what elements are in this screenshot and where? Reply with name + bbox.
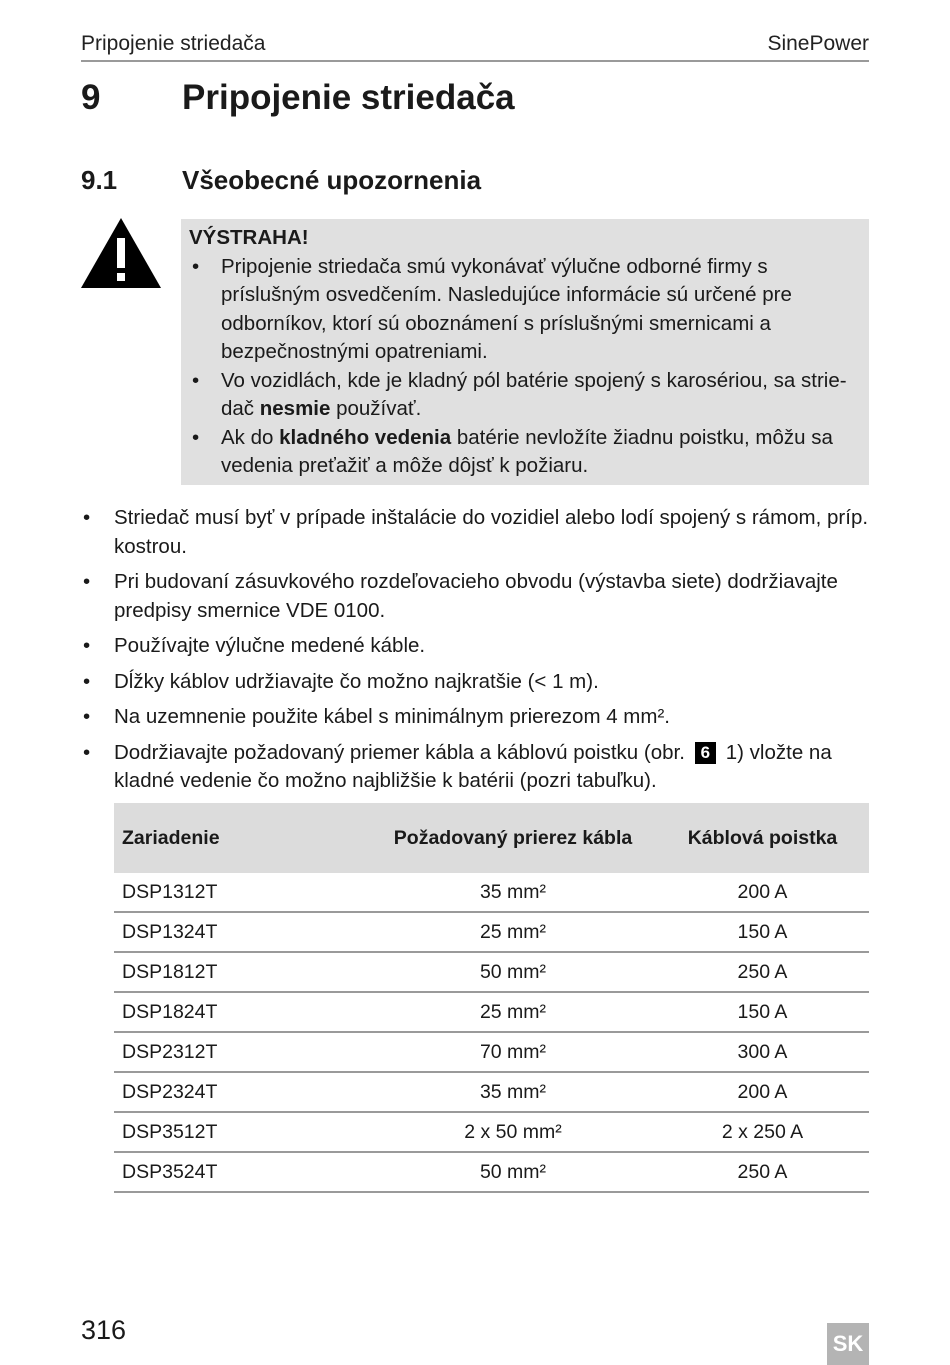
column-header-cross-section: Požadovaný prierez kábla: [370, 803, 656, 873]
table-row: [114, 873, 869, 912]
warning-list: [189, 253, 859, 481]
table-row: [114, 1072, 869, 1112]
warning-item: • Ak do kladného vedenia batérie nevložíte žiadnu poistku, môžu sa vedenia preťažiť a môže dôjsť k požiaru.: [192, 425, 833, 477]
cross-section-cell: 50 mm²: [370, 1152, 656, 1192]
device-cell: DSP1812T: [114, 952, 370, 992]
page-number: 316: [81, 1315, 127, 1345]
cross-section-cell: 70 mm²: [370, 1032, 656, 1072]
device-cell: DSP2324T: [114, 1072, 370, 1112]
table-row: [114, 952, 869, 992]
cross-section-cell: 25 mm²: [370, 992, 656, 1032]
device-cell: DSP1312T: [114, 873, 370, 912]
cable-spec-table: [114, 803, 869, 1193]
table-row: [114, 912, 869, 952]
fuse-cell: 2 x 250 A: [656, 1112, 869, 1152]
device-cell: DSP1324T: [114, 912, 370, 952]
warning-title: VÝSTRAHA!: [189, 226, 309, 249]
section-title: Všeobecné upozornenia: [182, 165, 482, 195]
table-row: [114, 992, 869, 1032]
fuse-cell: 250 A: [656, 952, 869, 992]
cross-section-cell: 35 mm²: [370, 873, 656, 912]
table-header-row: [114, 803, 869, 873]
fuse-cell: 200 A: [656, 873, 869, 912]
warning-box: [181, 219, 869, 485]
running-header-brand: SinePower: [767, 32, 869, 55]
device-cell: DSP3524T: [114, 1152, 370, 1192]
table-body: [114, 873, 869, 1192]
warning-item: • Vo vozidlách, kde je kladný pól batérie spojený s karosériou, sa strie-dač nesmie používať.: [192, 368, 847, 420]
chapter-title: Pripojenie striedača: [182, 78, 515, 117]
list-item: • Pri budovaní zásuvkového rozdeľovacieho obvodu (výstavba siete) dodržiavajte predpisy smernice VDE 0100.: [83, 570, 838, 622]
language-badge: SK: [827, 1323, 869, 1365]
list-item: • Na uzemnenie použite kábel s minimálnym prierezom 4 mm².: [83, 705, 670, 728]
fuse-cell: 300 A: [656, 1032, 869, 1072]
list-item: • Dĺžky káblov udržiavajte čo možno najkratšie (< 1 m).: [83, 669, 599, 693]
column-header-fuse: Káblová poistka: [656, 803, 869, 873]
running-header-title: Pripojenie striedača: [81, 32, 266, 55]
figure-reference-badge[interactable]: 6: [695, 742, 716, 764]
list-item: • Striedač musí byť v prípade inštalácie do vozidiel alebo lodí spojený s rámom, príp. kostrou.: [83, 506, 869, 558]
list-item: • Používajte výlučne medené káble.: [83, 634, 426, 657]
list-item: • Dodržiavajte požadovaný priemer kábla a káblovú poistku (obr. 6 1) vložte na kladné vedenie čo možno najbližšie k batérii (pozri tabuľku).: [83, 740, 832, 792]
section-number: 9.1: [81, 165, 118, 195]
warning-triangle-icon: [80, 216, 162, 290]
cross-section-cell: 35 mm²: [370, 1072, 656, 1112]
cross-section-cell: 50 mm²: [370, 952, 656, 992]
table-row: [114, 1152, 869, 1192]
cross-section-cell: 2 x 50 mm²: [370, 1112, 656, 1152]
device-cell: DSP2312T: [114, 1032, 370, 1072]
table-row: [114, 1112, 869, 1152]
fuse-cell: 250 A: [656, 1152, 869, 1192]
fuse-cell: 200 A: [656, 1072, 869, 1112]
warning-item: • Pripojenie striedača smú vykonávať výlučne odborné firmy s príslušným osvedčením. Nasledujúce informácie sú určené pre odborníkov, ktorí sú oboznámení s príslušnými smernicami a bezpečnostnými opatreniami.: [192, 254, 792, 363]
column-header-device: Zariadenie: [114, 803, 370, 873]
cross-section-cell: 25 mm²: [370, 912, 656, 952]
fuse-cell: 150 A: [656, 992, 869, 1032]
instruction-list: [81, 504, 871, 803]
device-cell: DSP1824T: [114, 992, 370, 1032]
header-divider: [81, 60, 869, 62]
chapter-number: 9: [81, 78, 101, 117]
fuse-cell: 150 A: [656, 912, 869, 952]
device-cell: DSP3512T: [114, 1112, 370, 1152]
table-row: [114, 1032, 869, 1072]
